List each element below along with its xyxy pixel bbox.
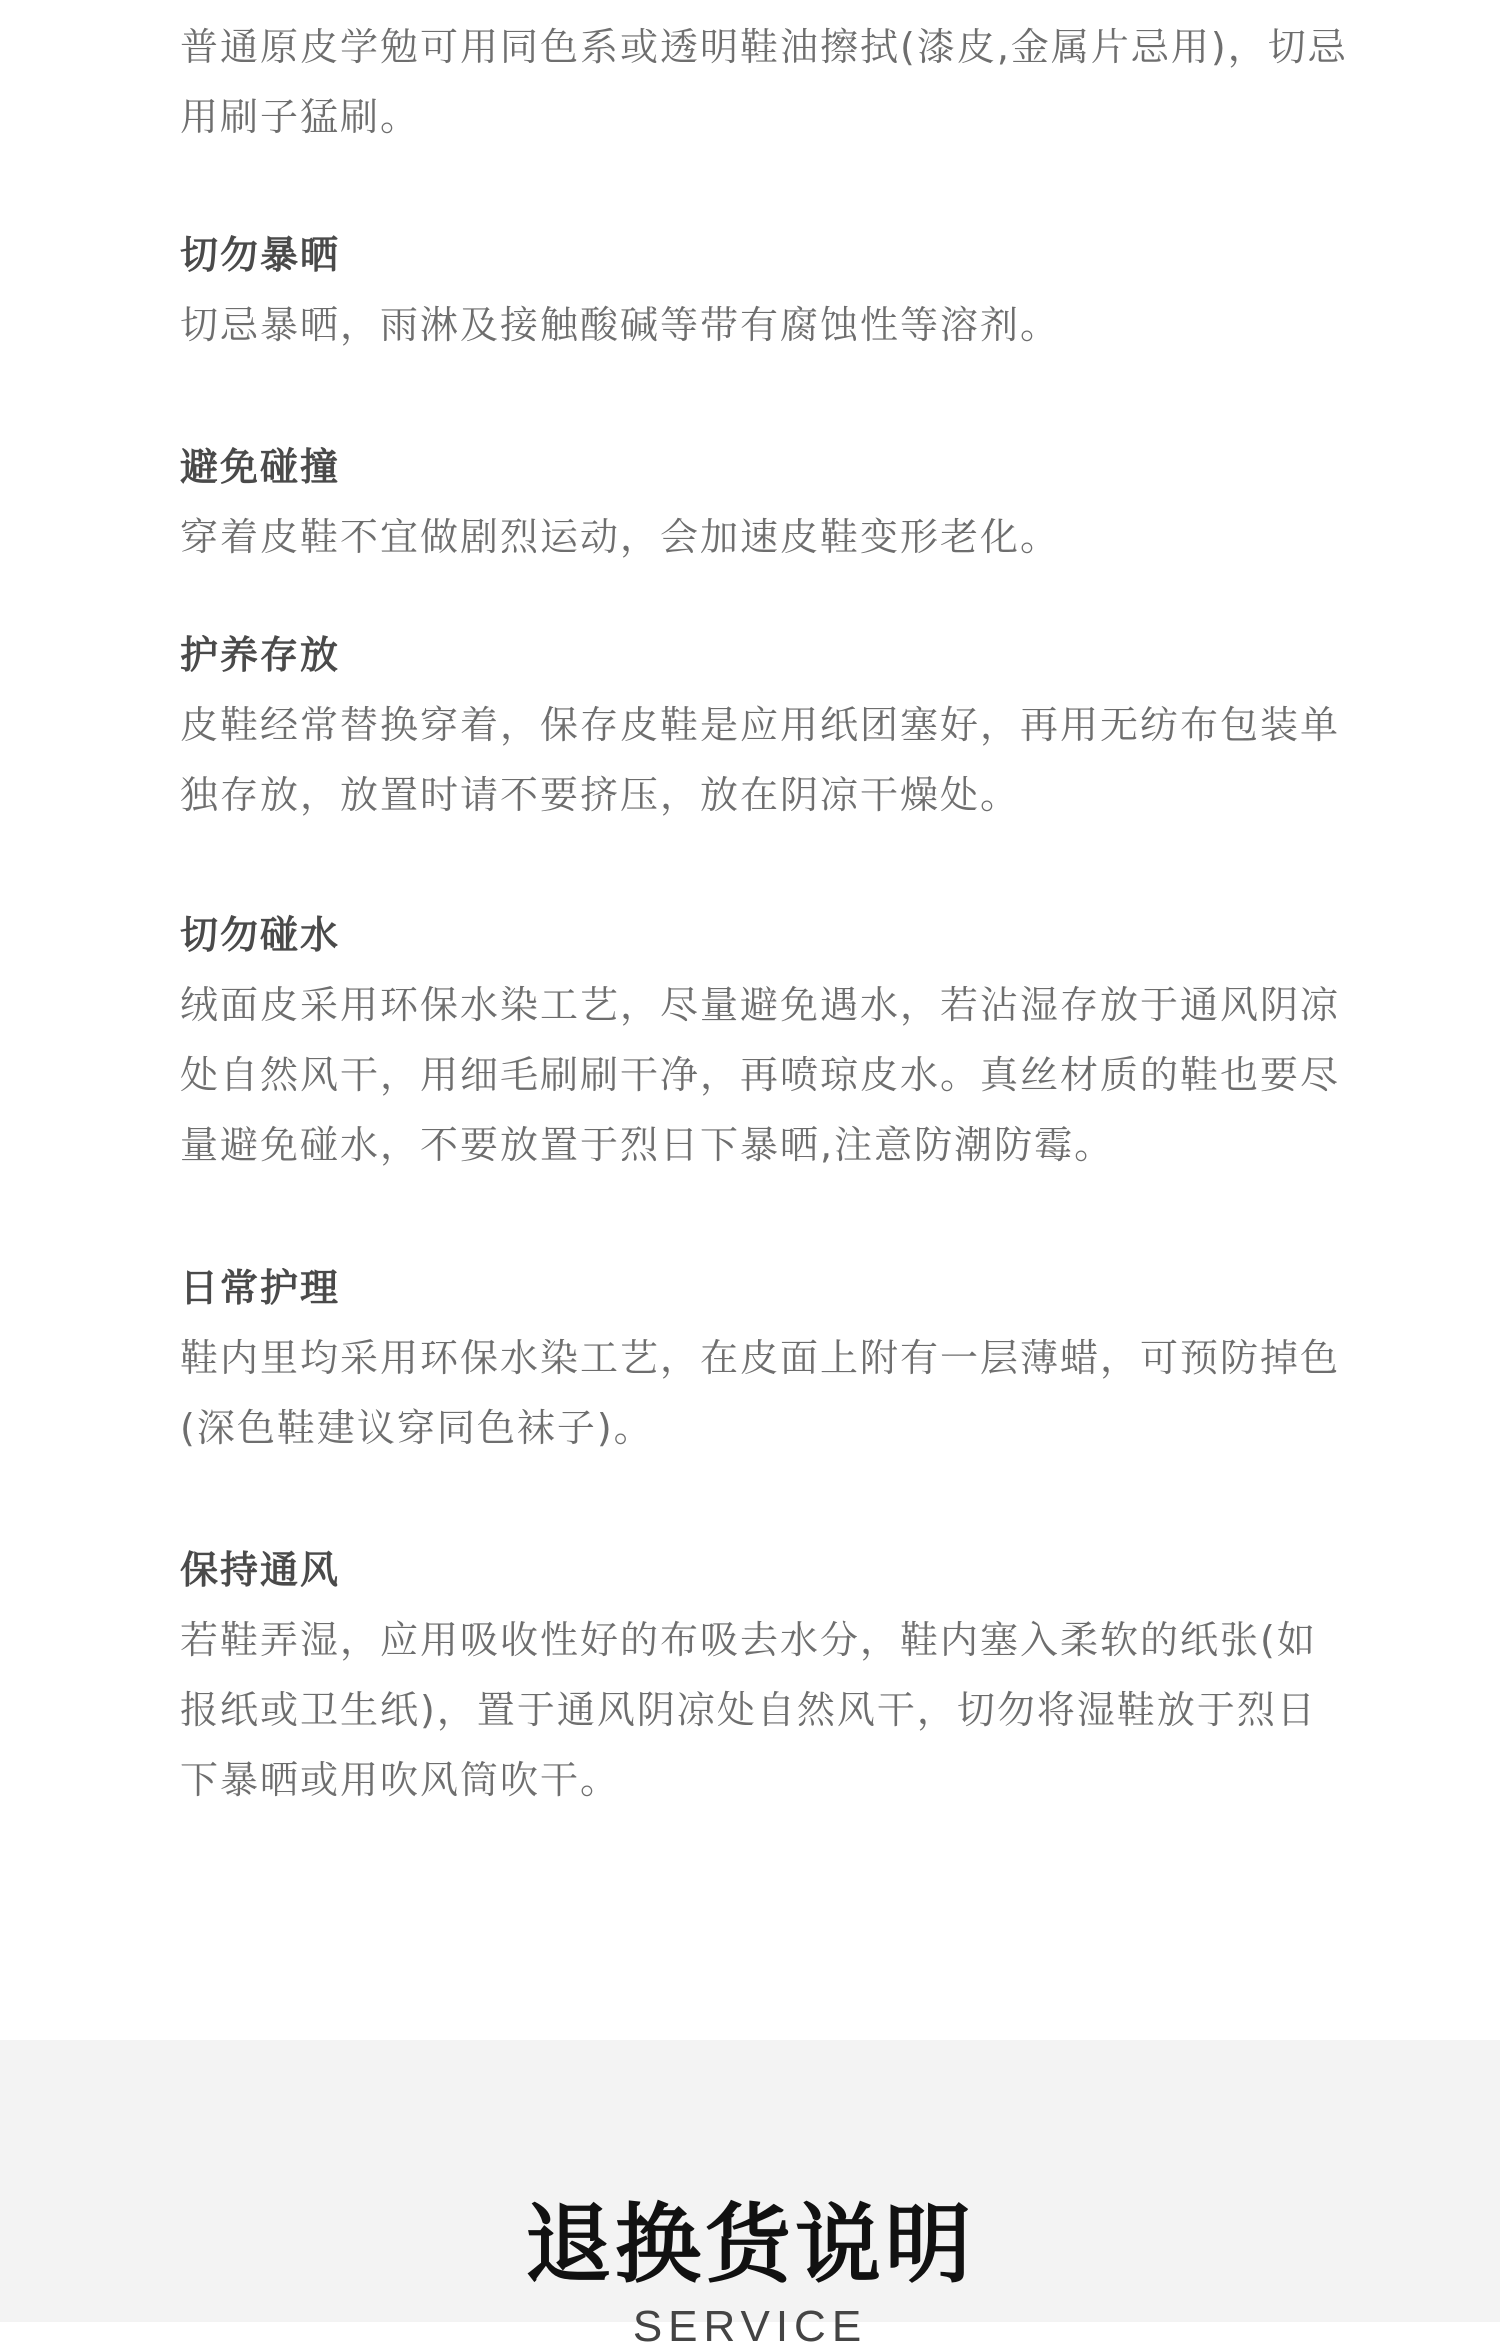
section-title: 避免碰撞 <box>180 445 341 489</box>
section-title: 护养存放 <box>180 633 341 677</box>
return-policy-header <box>0 2040 1500 2351</box>
section-title: 切勿碰水 <box>180 913 341 957</box>
section-body: 若鞋弄湿，应用吸收性好的布吸去水分，鞋内塞入柔软的纸张(如报纸或卫生纸)，置于通风阴凉处自然风干，切勿将湿鞋放于烈日下暴晒或用吹风筒吹干。 <box>180 1618 1317 1802</box>
return-policy-title: 退换货说明 <box>525 2195 975 2295</box>
section-title: 保持通风 <box>180 1548 341 1592</box>
section-body: 鞋内里均采用环保水染工艺，在皮面上附有一层薄蜡，可预防掉色(深色鞋建议穿同色袜子)。 <box>180 1336 1341 1450</box>
section-body: 穿着皮鞋不宜做剧烈运动，会加速皮鞋变形老化。 <box>180 515 1061 559</box>
intro-text: 普通原皮学勉可用同色系或透明鞋油擦拭(漆皮,金属片忌用)，切忌用刷子猛刷。 <box>180 25 1348 139</box>
section-body: 绒面皮采用环保水染工艺，尽量避免遇水，若沾湿存放于通风阴凉处自然风干，用细毛刷刷干净，再喷琼皮水。真丝材质的鞋也要尽量避免碰水，不要放置于烈日下暴晒,注意防潮防霉。 <box>180 983 1341 1167</box>
section-avoid-collision <box>180 432 1350 572</box>
section-no-water <box>180 900 1350 1180</box>
section-ventilation <box>180 1535 1350 1815</box>
return-policy-subtitle: SERVICE <box>632 2302 868 2351</box>
section-body: 皮鞋经常替换穿着，保存皮鞋是应用纸团塞好，再用无纺布包装单独存放，放置时请不要挤压，放在阴凉干燥处。 <box>180 703 1341 817</box>
section-title: 日常护理 <box>180 1266 341 1310</box>
section-no-sun <box>180 220 1350 360</box>
section-body: 切忌暴晒，雨淋及接触酸碱等带有腐蚀性等溶剂。 <box>180 303 1061 347</box>
section-storage <box>180 620 1350 830</box>
section-daily-care <box>180 1253 1350 1463</box>
section-title: 切勿暴晒 <box>180 233 341 277</box>
